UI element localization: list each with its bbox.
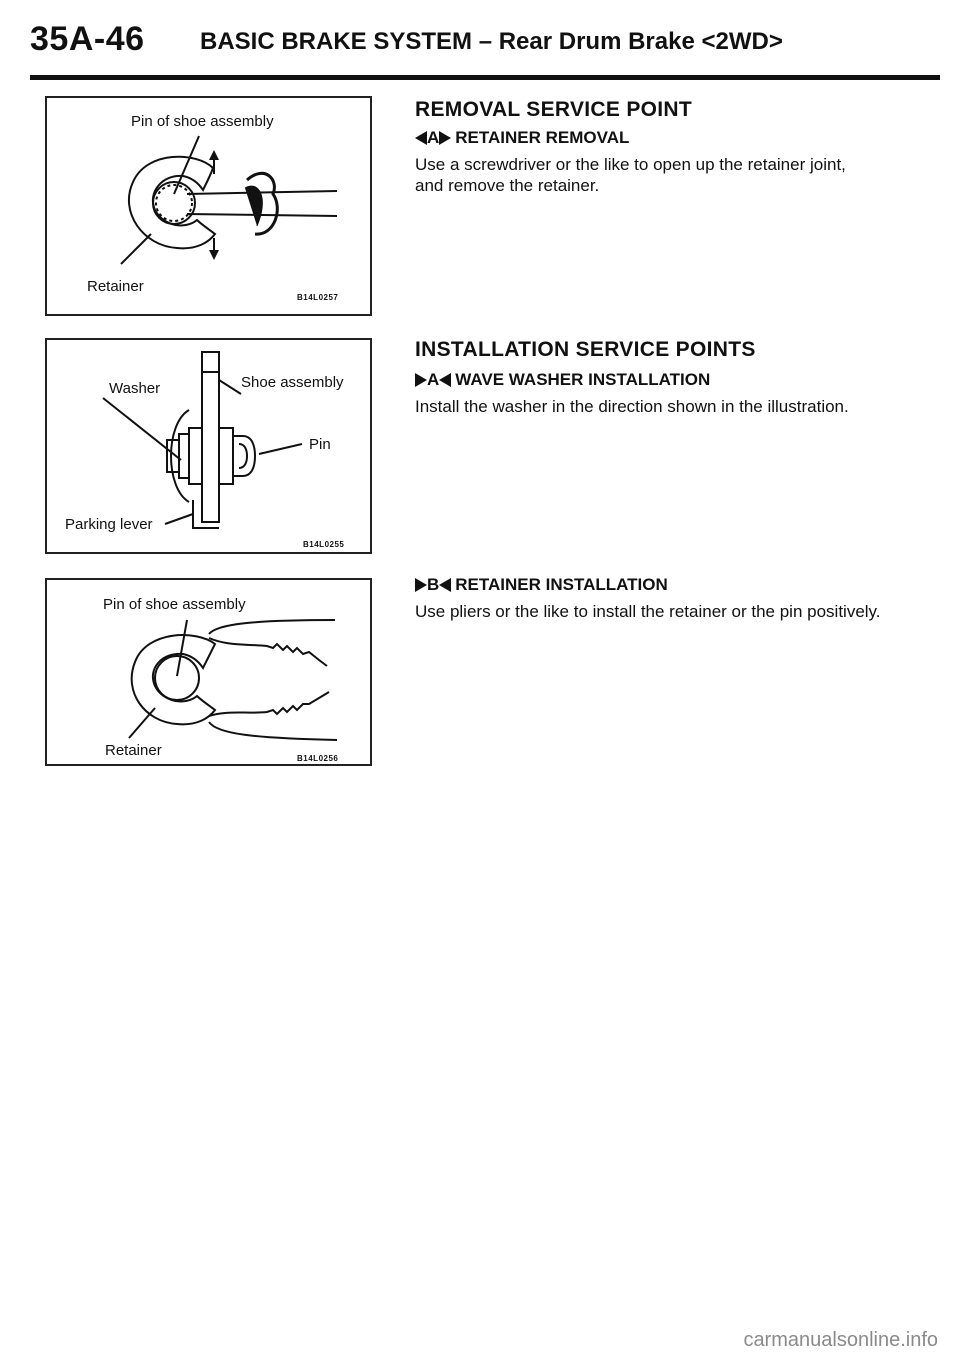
subheading-text: WAVE WASHER INSTALLATION: [455, 370, 711, 389]
wave-washer-subheading: [415, 370, 915, 390]
figure-retainer-installation: [45, 578, 372, 766]
removal-heading: REMOVAL SERVICE POINT: [415, 98, 693, 121]
installation-marker-b: [415, 575, 451, 595]
removal-text-line-2: and remove the retainer.: [415, 176, 600, 195]
label-parking-lever: Parking lever: [65, 516, 153, 533]
marker-letter: A: [427, 128, 440, 147]
subheading-text: RETAINER REMOVAL: [455, 128, 630, 147]
figure-code: B14L0257: [297, 293, 339, 302]
left-triangle-icon: [439, 373, 451, 387]
figure-wave-washer: [45, 338, 372, 554]
retainer-installation-subheading: [415, 575, 915, 595]
page-number: 35A-46: [30, 20, 145, 58]
installation-heading: INSTALLATION SERVICE POINTS: [415, 338, 756, 361]
page-title: BASIC BRAKE SYSTEM – Rear Drum Brake <2WD>: [200, 28, 783, 55]
retainer-installation-section: [415, 575, 915, 622]
removal-marker-a: [415, 128, 451, 148]
marker-letter: B: [427, 575, 440, 594]
marker-letter: A: [427, 370, 440, 389]
label-retainer: Retainer: [105, 742, 162, 759]
removal-section: [415, 98, 915, 196]
removal-text-line-1: Use a screwdriver or the like to open up the retainer joint,: [415, 155, 846, 174]
figure-code: B14L0256: [297, 754, 339, 763]
label-pin: Pin: [309, 436, 331, 453]
wave-washer-text: Install the washer in the direction shown in the illustration.: [415, 397, 849, 416]
figure-retainer-removal: [45, 96, 372, 316]
subheading-text: RETAINER INSTALLATION: [455, 575, 668, 594]
right-triangle-icon: [415, 373, 427, 387]
retainer-removal-subheading: [415, 128, 915, 148]
retainer-installation-text: Use pliers or the like to install the retainer or the pin positively.: [415, 602, 881, 621]
right-triangle-icon: [415, 578, 427, 592]
installation-section: [415, 338, 915, 417]
left-triangle-icon: [439, 578, 451, 592]
figure-code: B14L0255: [303, 540, 345, 549]
header-rule: [30, 75, 940, 80]
label-pin-of-shoe-assembly: Pin of shoe assembly: [103, 596, 246, 613]
label-pin-of-shoe-assembly: Pin of shoe assembly: [131, 113, 274, 130]
left-triangle-icon: [415, 131, 427, 145]
watermark: carmanualsonline.info: [743, 1329, 938, 1351]
label-washer: Washer: [109, 380, 161, 397]
right-triangle-icon: [439, 131, 451, 145]
installation-marker-a: [415, 370, 451, 390]
label-retainer: Retainer: [87, 278, 144, 295]
label-shoe-assembly: Shoe assembly: [241, 374, 344, 391]
